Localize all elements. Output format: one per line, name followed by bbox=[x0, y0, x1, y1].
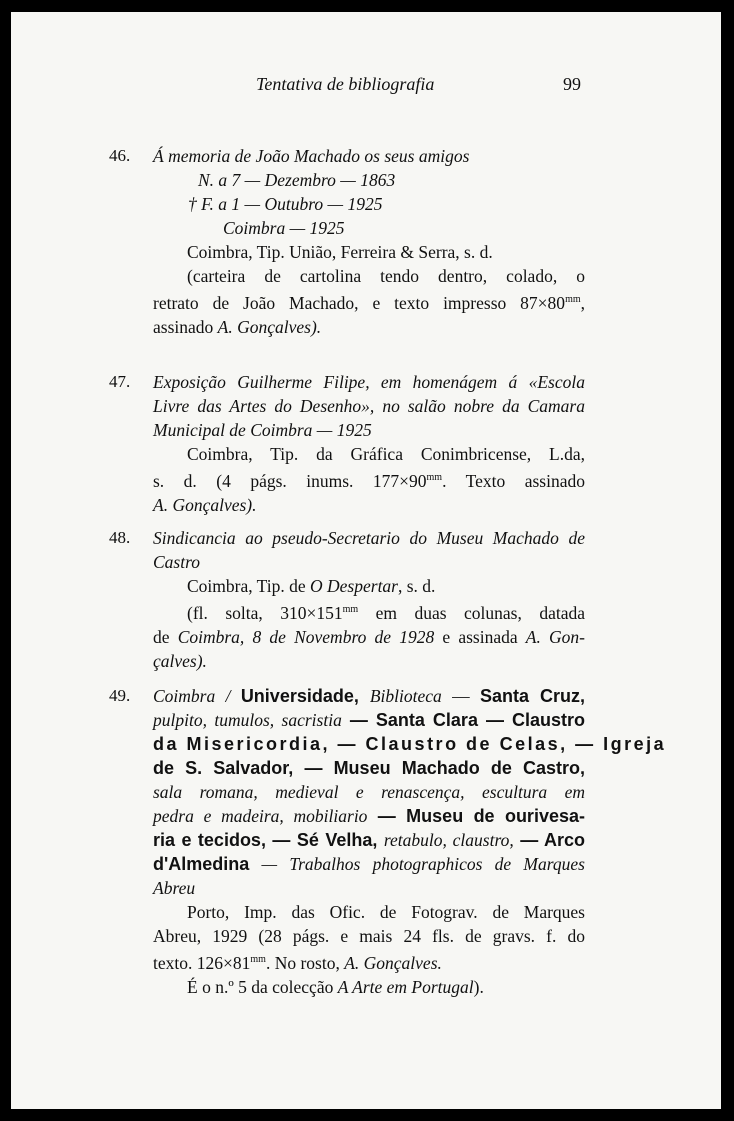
text-span: de bbox=[153, 626, 178, 647]
entry-description-line bbox=[153, 975, 585, 999]
text-span: — Santa Clara — Claustro bbox=[341, 710, 586, 730]
entry-title-line bbox=[153, 708, 585, 732]
author-name: A. Gonçalves. bbox=[344, 952, 442, 973]
entry-description-line bbox=[153, 625, 585, 649]
author-name: A. Gon- bbox=[525, 626, 585, 647]
entry-description-line: (carteira de cartolina tendo dentro, colado, o bbox=[187, 266, 585, 286]
entry-47 bbox=[11, 370, 721, 526]
collection-title: A Arte em Portugal bbox=[337, 976, 474, 997]
text-span: assinado bbox=[153, 316, 218, 337]
entry-title-line: Coimbra — 1925 bbox=[223, 218, 345, 238]
page bbox=[11, 12, 721, 1109]
entry-imprint: Coimbra, Tip. União, Ferreira & Serra, s. d. bbox=[187, 242, 493, 262]
author-name: A. Gonçalves). bbox=[217, 316, 322, 337]
entry-title-line: Exposição Guilherme Filipe, em homenágem á «Escola bbox=[153, 372, 585, 392]
text-span: É o n.º 5 da colecção bbox=[187, 976, 338, 997]
entry-imprint bbox=[153, 574, 585, 598]
entry-title-line: da Misericordia, — Claustro de Celas, — Igreja bbox=[153, 734, 667, 754]
dimension-unit: mm bbox=[565, 294, 581, 305]
text-span: , bbox=[580, 292, 585, 313]
bibliography-entries bbox=[11, 144, 721, 999]
text-span: texto. 126×81 bbox=[153, 952, 251, 973]
dimension-unit: mm bbox=[342, 604, 359, 615]
entry-title-line bbox=[153, 828, 585, 852]
text-span: — Trabalhos photographicos de Marques bbox=[249, 854, 585, 874]
entry-number: 48. bbox=[109, 528, 131, 547]
entry-description-line bbox=[153, 948, 585, 975]
entry-title-line: sala romana, medieval e renascença, escultura em bbox=[153, 782, 585, 802]
dimension-unit: mm bbox=[250, 954, 266, 965]
text-span: (fl. solta, 310×151 bbox=[187, 602, 343, 623]
text-span: d'Almedina bbox=[153, 854, 250, 874]
date-text: Coimbra, 8 de Novembro de 1928 bbox=[177, 626, 435, 647]
text-span: . Texto assinado bbox=[442, 470, 585, 491]
entry-title-line: Á memoria de João Machado os seus amigos bbox=[153, 146, 470, 166]
entry-description-line bbox=[153, 288, 585, 315]
entry-title-line: Castro bbox=[153, 552, 201, 572]
page-number: 99 bbox=[563, 74, 581, 94]
running-title: Tentativa de bibliografia bbox=[256, 74, 435, 94]
text-span: ). bbox=[473, 976, 484, 997]
entry-title-line: Abreu bbox=[153, 878, 196, 898]
entry-imprint: Coimbra, Tip. da Gráfica Conimbricense, L.da, bbox=[187, 444, 585, 464]
text-span: s. d. (4 págs. inums. 177×90 bbox=[153, 470, 427, 491]
text-span: e assinada bbox=[434, 626, 526, 647]
entry-description-line bbox=[153, 598, 585, 625]
entry-title-line: de S. Salvador, — Museu Machado de Castro, bbox=[153, 758, 585, 778]
entry-description-line: Abreu, 1929 (28 págs. e mais 24 fls. de gravs. f. do bbox=[153, 926, 585, 946]
text-span: , s. d. bbox=[398, 576, 436, 596]
text-span: pulpito, tumulos, sacristia bbox=[153, 710, 342, 730]
entry-48 bbox=[11, 526, 721, 684]
author-name: A. Gonçalves). bbox=[153, 494, 257, 515]
entry-title-line: Sindicancia ao pseudo-Secretario do Museu Machado de bbox=[153, 528, 585, 548]
entry-imprint: Porto, Imp. das Ofic. de Fotograv. de Marques bbox=[187, 902, 585, 922]
publisher-name: O Despertar bbox=[310, 576, 398, 596]
entry-number: 47. bbox=[109, 372, 131, 391]
text-span: em duas colunas, datada bbox=[358, 602, 585, 623]
text-span: — Museu de ourivesa- bbox=[367, 806, 585, 826]
author-name: çalves). bbox=[153, 650, 207, 671]
entry-49 bbox=[11, 684, 721, 999]
running-header bbox=[11, 74, 721, 104]
text-span: retabulo, claustro, bbox=[383, 830, 514, 850]
entry-title-line: Municipal de Coimbra — 1925 bbox=[153, 420, 372, 440]
entry-number: 49. bbox=[109, 686, 131, 705]
entry-description-line bbox=[153, 315, 585, 339]
dimension-unit: mm bbox=[426, 472, 443, 483]
entry-46 bbox=[11, 144, 721, 370]
text-span: — Arco bbox=[513, 830, 586, 850]
entry-title-line: Livre das Artes do Desenho», no salão nobre da Camara bbox=[153, 396, 585, 416]
entry-title-line: † F. a 1 — Outubro — 1925 bbox=[188, 194, 383, 214]
text-span: retrato de João Machado, e texto impresso 87×80 bbox=[153, 292, 566, 313]
entry-description-line bbox=[153, 466, 585, 493]
text-span: Universidade, bbox=[240, 686, 370, 706]
text-span: Santa Cruz, bbox=[480, 686, 585, 706]
text-span: . No rosto, bbox=[265, 952, 345, 973]
text-span: — bbox=[441, 686, 480, 706]
entry-title-line bbox=[153, 852, 585, 876]
entry-title-line: N. a 7 — Dezembro — 1863 bbox=[198, 170, 396, 190]
text-span: ria e tecidos, — Sé Velha, bbox=[153, 830, 384, 850]
entry-title-line bbox=[153, 804, 585, 828]
entry-title-line bbox=[153, 684, 585, 708]
text-span: Coimbra, Tip. de bbox=[187, 576, 311, 596]
text-span: Coimbra / bbox=[153, 686, 241, 706]
entry-number: 46. bbox=[109, 146, 131, 165]
text-span: Biblioteca bbox=[369, 686, 442, 706]
text-span: pedra e madeira, mobiliario bbox=[153, 806, 368, 826]
